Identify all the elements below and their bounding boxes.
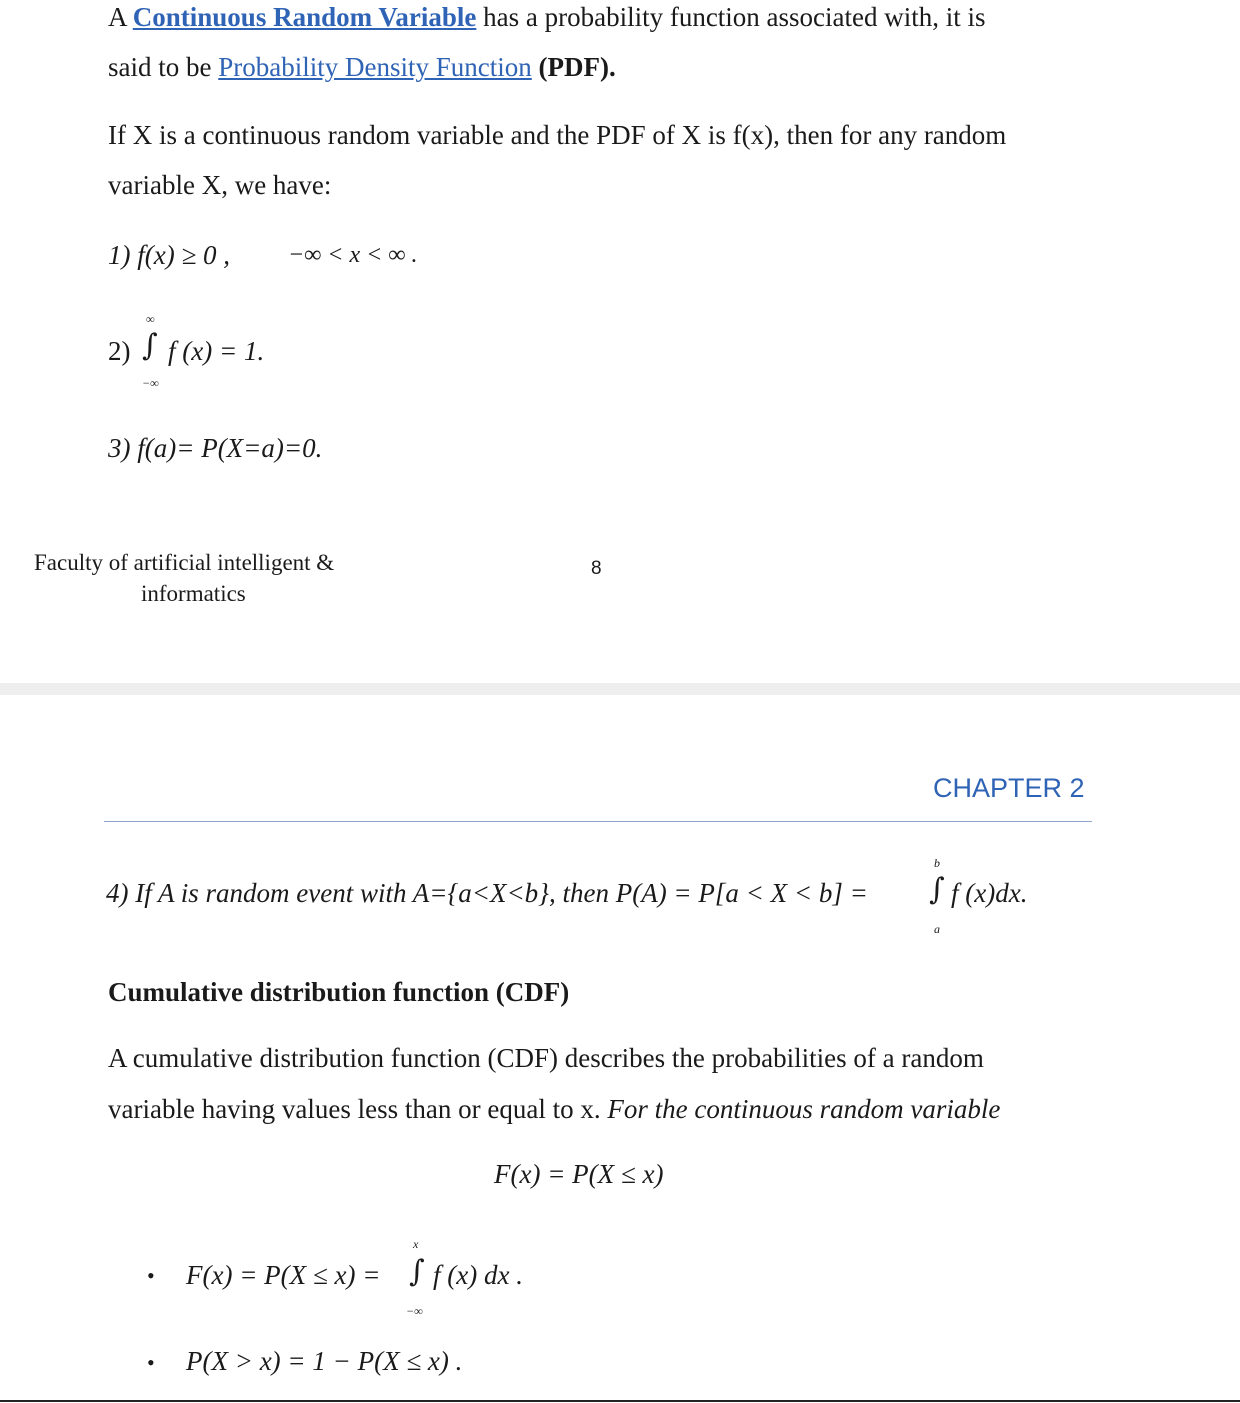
property-2-upper-limit: ∞ [146,312,155,326]
property-1: 1) f(x) ≥ 0 , [108,240,231,270]
property-4-lower-limit: a [934,922,940,936]
pdf-link[interactable]: Probability Density Function [218,52,532,82]
property-2-label: 2) [108,336,131,366]
bullet-1-integral-icon: ∫ [409,1254,425,1289]
bullet-1-text: F(x) = P(X ≤ x) = [186,1260,381,1290]
intro-line-1: A Continuous Random Variable has a probability function associated with, it is [108,2,986,32]
chapter-heading: CHAPTER 2 [933,773,1085,803]
property-3: 3) f(a)= P(X=a)=0. [108,433,323,463]
bullet-2-dot: • [147,1350,155,1375]
property-1-range: −∞ < x < ∞ . [288,242,418,268]
property-2-lower-limit: −∞ [142,376,159,390]
bullet-1-expression: f (x) dx . [433,1260,523,1290]
page-number: 8 [591,558,602,579]
condition-line-2: variable X, we have: [108,170,332,200]
intro-line-2: said to be Probability Density Function (PDF). [108,52,616,82]
bullet-1-upper-limit: x [413,1237,419,1251]
cdf-heading: Cumulative distribution function (CDF) [108,977,570,1007]
footer-faculty-line-2: informatics [141,581,246,606]
cdf-paragraph-line-1: A cumulative distribution function (CDF) describes the probabilities of a random [108,1043,984,1073]
property-4-expression: f (x)dx. [951,878,1028,908]
header-rule [104,821,1092,822]
cdf-paragraph-line-2: variable having values less than or equal to x. For the continuous random variable [108,1094,1001,1124]
bottom-rule [0,1400,1240,1402]
condition-line-1: If X is a continuous random variable and the PDF of X is f(x), then for any random [108,120,1007,150]
bullet-1-dot: • [147,1263,155,1288]
property-4: 4) If A is random event with A={a<X<b}, then P(A) = P[a < X < b] = [106,878,868,908]
bullet-2-text: P(X > x) = 1 − P(X ≤ x) . [186,1346,463,1376]
property-4-integral-icon: ∫ [929,872,945,907]
property-2-expression: f (x) = 1. [168,336,265,366]
continuous-random-variable-link[interactable]: Continuous Random Variable [132,2,477,32]
footer-faculty-line-1: Faculty of artificial intelligent & [34,550,335,575]
property-2-integral-icon: ∫ [142,328,158,363]
property-4-upper-limit: b [934,856,940,870]
page-separator [0,683,1240,695]
cdf-formula: F(x) = P(X ≤ x) [494,1159,664,1189]
bullet-1-lower-limit: −∞ [406,1304,423,1318]
